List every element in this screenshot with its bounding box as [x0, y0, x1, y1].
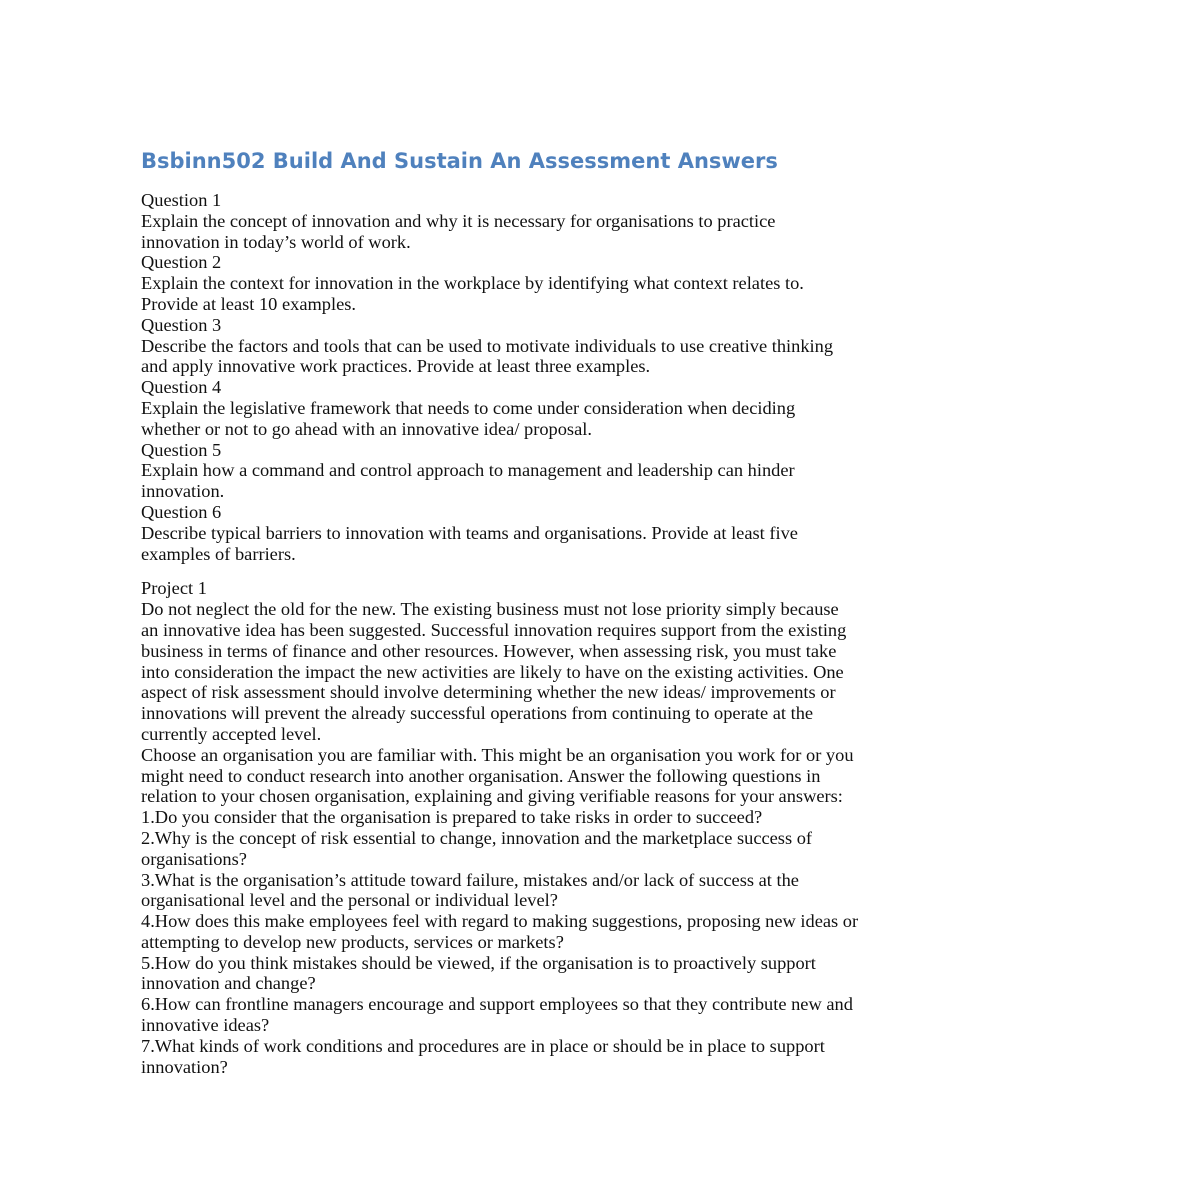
list-item-line: 2.Why is the concept of risk essential to change, innovation and the marketplace success of — [141, 827, 813, 848]
project-heading: Project 1 — [141, 578, 207, 599]
project-paragraph-2 — [141, 745, 1071, 807]
list-item-line: organisational level and the personal or individual level? — [141, 890, 558, 911]
question-block-4 — [141, 377, 1071, 439]
paragraph-line: innovations will prevent the already successful operations from continuing to operate at the — [141, 703, 814, 724]
question-text-line: Provide at least 10 examples. — [141, 293, 357, 314]
question-block-5 — [141, 440, 1071, 502]
document-page — [141, 146, 1071, 1077]
paragraph-line: Choose an organisation you are familiar with. This might be an organisation you work for or you — [141, 744, 854, 765]
paragraph-line: aspect of risk assessment should involve determining whether the new ideas/ improvements or — [141, 682, 836, 703]
list-item-line: innovation and change? — [141, 973, 316, 994]
list-item-line: 7.What kinds of work conditions and procedures are in place or should be in place to support — [141, 1035, 825, 1056]
question-text-line: Explain how a command and control approach to management and leadership can hinder — [141, 460, 795, 481]
paragraph-line: might need to conduct research into another organisation. Answer the following questions in — [141, 765, 821, 786]
list-item-line: innovation? — [141, 1056, 228, 1077]
list-item — [141, 911, 1071, 953]
list-item-line: 1.Do you consider that the organisation is prepared to take risks in order to succeed? — [141, 807, 763, 828]
project-question-list — [141, 807, 1071, 1077]
list-item-line: organisations? — [141, 848, 247, 869]
question-heading: Question 2 — [141, 252, 222, 273]
question-text-line: and apply innovative work practices. Provide at least three examples. — [141, 356, 651, 377]
list-item-line: attempting to develop new products, services or markets? — [141, 931, 564, 952]
question-text-line: whether or not to go ahead with an innovative idea/ proposal. — [141, 418, 592, 439]
section-spacer — [141, 564, 1071, 578]
question-text-line: Explain the legislative framework that needs to come under consideration when deciding — [141, 397, 796, 418]
paragraph-line: business in terms of finance and other resources. However, when assessing risk, you must take — [141, 640, 837, 661]
paragraph-line: currently accepted level. — [141, 723, 322, 744]
question-heading: Question 1 — [141, 190, 222, 210]
list-item-line: 5.How do you think mistakes should be viewed, if the organisation is to proactively support — [141, 952, 816, 973]
question-heading: Question 6 — [141, 501, 222, 522]
list-item-line: 6.How can frontline managers encourage and support employees so that they contribute new and — [141, 994, 853, 1015]
list-item-line: innovative ideas? — [141, 1015, 270, 1036]
question-text-line: Describe the factors and tools that can be used to motivate individuals to use creative thinking — [141, 335, 834, 356]
question-block-3 — [141, 315, 1071, 377]
question-block-2 — [141, 252, 1071, 314]
list-item — [141, 994, 1071, 1036]
document-body — [141, 190, 1071, 1077]
list-item — [141, 828, 1071, 870]
list-item-line: 4.How does this make employees feel with regard to making suggestions, proposing new ideas or — [141, 911, 859, 932]
list-item — [141, 870, 1071, 912]
project-block — [141, 578, 1071, 1077]
list-item-line: 3.What is the organisation’s attitude toward failure, mistakes and/or lack of success at the — [141, 869, 799, 890]
list-item — [141, 1036, 1071, 1078]
paragraph-line: relation to your chosen organisation, explaining and giving verifiable reasons for your answers: — [141, 786, 843, 807]
question-heading: Question 3 — [141, 314, 222, 335]
question-heading: Question 4 — [141, 377, 222, 398]
document-title: Bsbinn502 Build And Sustain An Assessment Answers — [141, 149, 778, 173]
question-block-1 — [141, 190, 1071, 252]
question-text-line: examples of barriers. — [141, 543, 296, 564]
question-text-line: Explain the concept of innovation and why it is necessary for organisations to practice — [141, 210, 776, 231]
paragraph-line: into consideration the impact the new activities are likely to have on the existing activities. One — [141, 661, 844, 682]
paragraph-line: an innovative idea has been suggested. Successful innovation requires support from the existing — [141, 619, 847, 640]
list-item — [141, 953, 1071, 995]
question-text-line: innovation in today’s world of work. — [141, 231, 411, 252]
project-paragraph-1 — [141, 599, 1071, 745]
question-text-line: innovation. — [141, 481, 225, 502]
question-heading: Question 5 — [141, 439, 222, 460]
question-text-line: Explain the context for innovation in the workplace by identifying what context relates to. — [141, 273, 804, 294]
paragraph-line: Do not neglect the old for the new. The existing business must not lose priority simply because — [141, 599, 839, 620]
question-block-6 — [141, 502, 1071, 564]
question-text-line: Describe typical barriers to innovation with teams and organisations. Provide at least five — [141, 522, 798, 543]
list-item — [141, 807, 1071, 828]
